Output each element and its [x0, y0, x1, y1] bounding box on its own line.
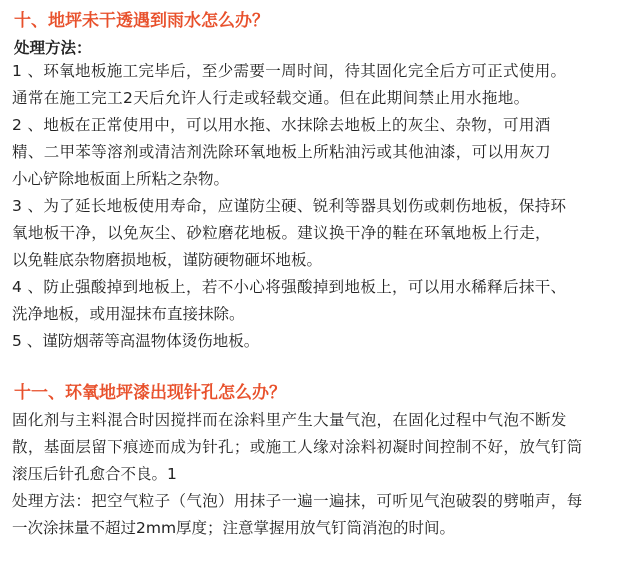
section1-line: 4 、防止强酸掉到地板上，若不小心将强酸掉到地板上，可以用水稀释后抹干、	[12, 278, 567, 296]
section1-method-label: 处理方法：	[14, 39, 92, 57]
section1-line: 洗净地板，或用湿抹布直接抹除。	[12, 305, 245, 323]
section1-title: 十、地坪未干透遇到雨水怎么办？	[14, 11, 269, 31]
section1-line: 精、二甲苯等溶剂或清洁剂洗除环氧地板上所粘油污或其他油漆，可以用灰刀	[12, 143, 551, 161]
section2-line: 一次涂抹量不超过2mm厚度；注意掌握用放气钉筒消泡的时间。	[12, 519, 456, 537]
section2-line: 处理方法：把空气粒子（气泡）用抹子一遍一遍抹，可听见气泡破裂的劈啪声，每	[12, 492, 583, 510]
section2-line: 固化剂与主料混合时因搅拌而在涂料里产生大量气泡，在固化过程中气泡不断发	[12, 411, 567, 429]
section1-line: 2 、地板在正常使用中，可以用水拖、水抹除去地板上的灰尘、杂物，可用酒	[12, 116, 551, 134]
section2-line: 散，基面层留下痕迹而成为针孔；或施工人缘对涂料初凝时间控制不好，放气钉筒	[12, 438, 583, 456]
section2-title: 十一、环氧地坪漆出现针孔怎么办？	[14, 383, 286, 403]
section1-line: 小心铲除地板面上所粘之杂物。	[12, 170, 230, 188]
section1-line: 氧地板干净，以免灰尘、砂粒磨花地板。建议换干净的鞋在环氧地板上行走，	[12, 224, 551, 242]
section1-line: 3 、为了延长地板使用寿命，应谨防尘硬、锐利等器具划伤或刺伤地板，保持环	[12, 197, 567, 215]
section1-line: 5 、谨防烟蒂等高温物体烫伤地板。	[12, 332, 260, 350]
section2-line: 滚压后针孔愈合不良。1	[12, 465, 177, 483]
section1-line: 1 、环氧地板施工完毕后，至少需要一周时间，待其固化完全后方可正式使用。	[12, 62, 567, 80]
section1-line: 通常在施工完工2天后允许人行走或轻载交通。但在此期间禁止用水拖地。	[12, 89, 530, 107]
section1-line: 以免鞋底杂物磨损地板，谨防硬物砸坏地板。	[12, 251, 323, 269]
